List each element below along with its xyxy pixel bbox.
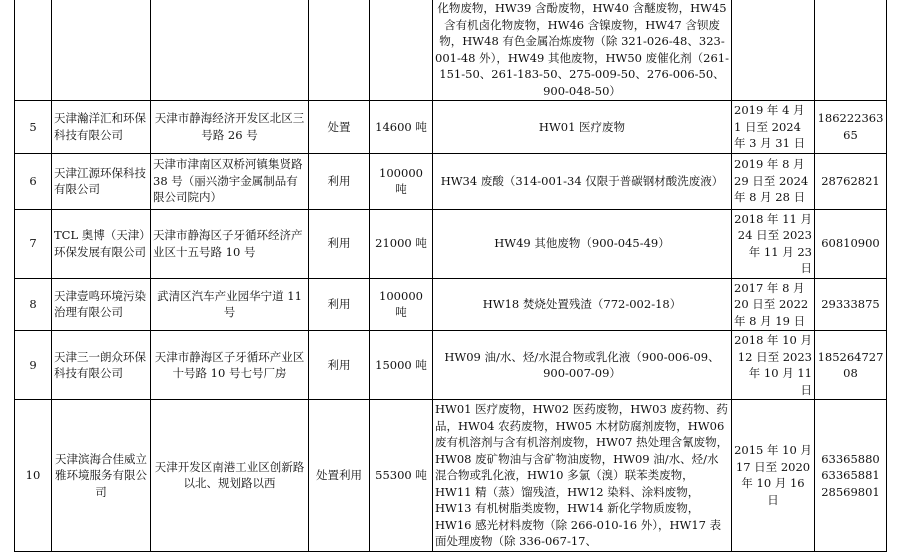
- company-cell: 天津江源环保科技有限公司: [52, 153, 151, 209]
- validity-cell: 2018 年 10 月 12 日至 2023 年 10 月 11 日: [732, 331, 815, 400]
- waste-categories-cell: HW18 焚烧处置残渣（772-002-18）: [433, 278, 732, 331]
- phone-cell: [815, 0, 887, 101]
- table-row: [15, 101, 887, 154]
- scale-cell: 14600 吨: [370, 101, 433, 154]
- address-cell: 天津市静海经济开发区北区三号路 26 号: [151, 101, 309, 154]
- validity-cell: [732, 0, 815, 101]
- row-number: 7: [15, 209, 52, 278]
- table-row: [15, 278, 887, 331]
- table-row: [15, 209, 887, 278]
- waste-categories-cell: HW01 医疗废物，HW02 医药废物，HW03 废药物、药品，HW04 农药废物，HW05 木材防腐剂废物，HW06 废有机溶剂与含有机溶剂废物，HW07 热处理含氰废物，HW08 废矿物油与含矿物油废物，HW09 油/水、烃/水混合物或乳化液，HW10 多氯（溴）联苯类废物，HW11 精（蒸）馏残渣，HW12 染料、涂料废物，HW13 有机树脂类废物，HW14 新化学物质废物，HW16 感光材料废物（除 266-010-16 外），HW17 表面处理废物（除 336-067-17、: [433, 400, 732, 552]
- row-number: 5: [15, 101, 52, 154]
- table-row: [15, 153, 887, 209]
- scale-cell: [370, 0, 433, 101]
- table-row: [15, 0, 887, 101]
- row-number: [15, 0, 52, 101]
- method-cell: [309, 0, 370, 101]
- company-cell: 天津滨海合佳威立雅环境服务有限公司: [52, 400, 151, 552]
- table-row: [15, 400, 887, 552]
- company-cell: 天津壹鸣环境污染治理有限公司: [52, 278, 151, 331]
- table-row: [15, 331, 887, 400]
- waste-categories-cell: HW34 废酸（314-001-34 仅限于普碳钢材酸洗废液）: [433, 153, 732, 209]
- scale-cell: 21000 吨: [370, 209, 433, 278]
- waste-categories-cell: HW49 其他废物（900-045-49）: [433, 209, 732, 278]
- address-cell: [151, 0, 309, 101]
- validity-cell: 2019 年 4 月 1 日至 2024 年 3 月 31 日: [732, 101, 815, 154]
- scale-cell: 100000 吨: [370, 278, 433, 331]
- validity-cell: 2018 年 11 月 24 日至 2023 年 11 月 23 日: [732, 209, 815, 278]
- license-table: [14, 0, 887, 552]
- method-cell: 处置利用: [309, 400, 370, 552]
- validity-cell: 2019 年 8 月 29 日至 2024 年 8 月 28 日: [732, 153, 815, 209]
- address-cell: 天津市静海区子牙循环产业区十号路 10 号七号厂房: [151, 331, 309, 400]
- phone-cell: 63365880 63365881 28569801: [815, 400, 887, 552]
- method-cell: 处置: [309, 101, 370, 154]
- method-cell: 利用: [309, 209, 370, 278]
- phone-cell: 18526472708: [815, 331, 887, 400]
- phone-cell: 60810900: [815, 209, 887, 278]
- company-cell: 天津三一朗众环保科技有限公司: [52, 331, 151, 400]
- validity-cell: 2017 年 8 月 20 日至 2022 年 8 月 19 日: [732, 278, 815, 331]
- company-cell: TCL 奥博（天津）环保发展有限公司: [52, 209, 151, 278]
- row-number: 10: [15, 400, 52, 552]
- validity-cell: 2015 年 10 月 17 日至 2020 年 10 月 16 日: [732, 400, 815, 552]
- row-number: 9: [15, 331, 52, 400]
- company-cell: [52, 0, 151, 101]
- method-cell: 利用: [309, 153, 370, 209]
- row-number: 6: [15, 153, 52, 209]
- row-number: 8: [15, 278, 52, 331]
- waste-categories-cell: HW09 油/水、烃/水混合物或乳化液（900-006-09、900-007-09）: [433, 331, 732, 400]
- scale-cell: 55300 吨: [370, 400, 433, 552]
- address-cell: 天津开发区南港工业区创新路以北、规划路以西: [151, 400, 309, 552]
- address-cell: 武清区汽车产业园华宁道 11 号: [151, 278, 309, 331]
- phone-cell: 18622236365: [815, 101, 887, 154]
- address-cell: 天津市静海区子牙循环经济产业区十五号路 10 号: [151, 209, 309, 278]
- waste-categories-cell: HW01 医疗废物: [433, 101, 732, 154]
- scale-cell: 15000 吨: [370, 331, 433, 400]
- method-cell: 利用: [309, 278, 370, 331]
- company-cell: 天津瀚洋汇和环保科技有限公司: [52, 101, 151, 154]
- phone-cell: 29333875: [815, 278, 887, 331]
- scale-cell: 100000 吨: [370, 153, 433, 209]
- address-cell: 天津市津南区双桥河镇集贤路 38 号（丽兴渤宇金属制品有限公司院内）: [151, 153, 309, 209]
- waste-categories-cell: 化物废物，HW39 含酚废物，HW40 含醚废物，HW45 含有机卤化物废物，HW46 含镍废物，HW47 含钡废物，HW48 有色金属冶炼废物（除 321-026-48、323-001-48 外），HW49 其他废物，HW50 废催化剂（261-151-50、261-183-50、275-009-50、276-006-50、900-048-50）: [433, 0, 732, 101]
- method-cell: 利用: [309, 331, 370, 400]
- phone-cell: 28762821: [815, 153, 887, 209]
